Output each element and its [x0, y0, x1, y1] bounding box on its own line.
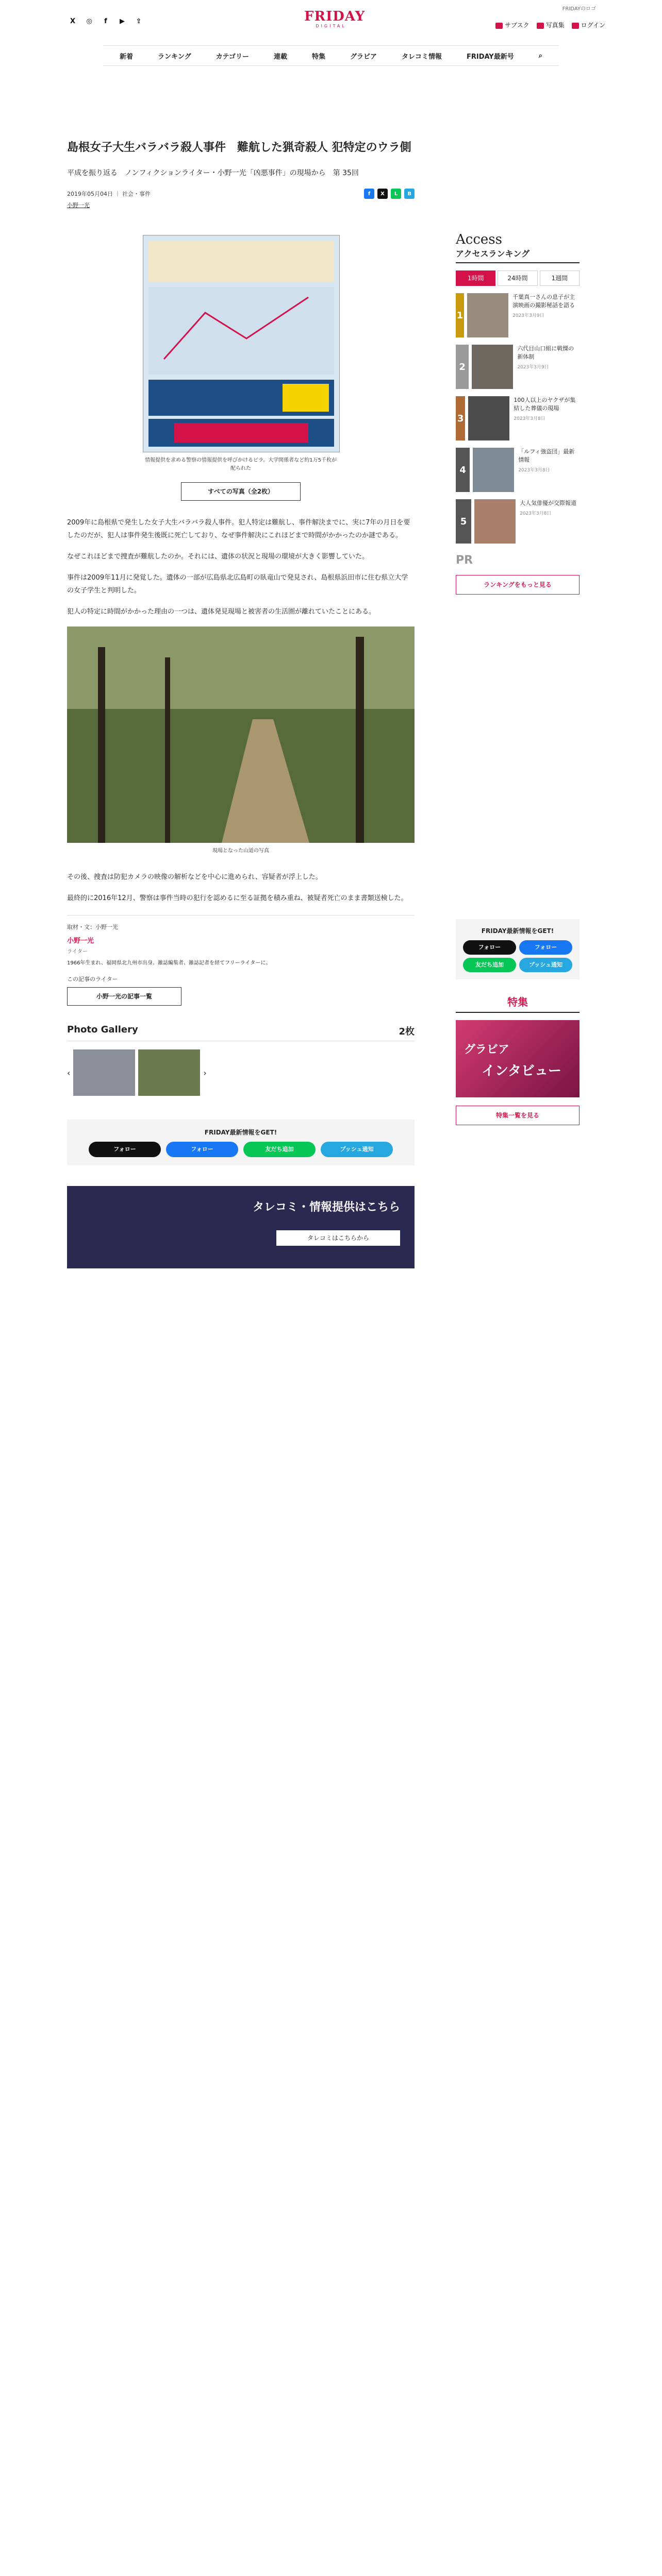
special-title: 特集: [507, 996, 528, 1008]
rank-number: 2: [456, 345, 469, 389]
subscribe-link[interactable]: [495, 21, 529, 29]
tip-banner[interactable]: [67, 1186, 415, 1268]
youtube-icon[interactable]: ▶: [120, 17, 125, 25]
article-subtitle: 平成を振り返る ノンフィクションライター・小野一光「凶悪事件」の現場から 第 35回: [67, 169, 359, 177]
author-name[interactable]: 小野一光: [67, 937, 94, 945]
nav-special[interactable]: 特集: [312, 53, 326, 61]
tab-24h[interactable]: 24時間: [498, 270, 537, 286]
nav-ranking[interactable]: ランキング: [157, 53, 191, 61]
figure2-caption: 現場となった山道の写真: [212, 848, 269, 854]
rank-thumb: [474, 499, 516, 544]
gravure-text-1: グラビア: [464, 1043, 510, 1056]
main-nav: [103, 45, 559, 66]
article-meta: [67, 189, 415, 199]
header-tagline: FRIDAYのロゴ: [562, 6, 596, 12]
facebook-icon[interactable]: f: [104, 17, 107, 25]
nav-new[interactable]: 新着: [120, 53, 134, 61]
instagram-icon[interactable]: ◎: [86, 17, 92, 25]
follow-wide-title: FRIDAY最新情報をGET!: [204, 1129, 277, 1136]
forest-illustration: [67, 626, 415, 843]
push-notify-button[interactable]: プッシュ通知: [321, 1142, 393, 1157]
poster-image[interactable]: [143, 235, 340, 452]
rank-text: [512, 293, 580, 337]
rank-number: 5: [456, 499, 471, 544]
subscribe-label: サブスク: [505, 22, 529, 29]
article-figure-2: [67, 626, 415, 855]
rank-date: 2023年3月9日: [517, 365, 549, 370]
rank-date: 2023年3月8日: [518, 468, 550, 473]
writer-credit: 取材・文：小野一光: [67, 924, 118, 930]
article: [67, 139, 415, 1268]
ranking-item[interactable]: [456, 345, 580, 389]
chevron-left-icon[interactable]: ‹: [67, 1067, 71, 1078]
rank-title: 千葉真一さんの息子が主演映画の撮影秘話を語る: [512, 294, 575, 309]
x-share-icon[interactable]: X: [377, 189, 388, 199]
follow-line-button[interactable]: 友だち追加: [243, 1142, 316, 1157]
gallery-count: 2枚: [399, 1026, 415, 1037]
article-date-category: 2019年05月04日 ｜ 社会・事件: [67, 191, 151, 197]
author-articles-button[interactable]: 小野一光の記事一覧: [67, 987, 181, 1006]
nav-series[interactable]: 連載: [274, 53, 288, 61]
follow-x-button[interactable]: フォロー: [463, 940, 516, 955]
hatena-share-icon[interactable]: B: [404, 189, 415, 199]
share-buttons: [364, 189, 415, 199]
rank-title: 大人気俳優が交際報道: [520, 500, 576, 506]
ranking-item[interactable]: [456, 499, 580, 544]
paragraph: なぜこれほどまで捜査が難航したのか。それには、遺体の状況と現場の環境が大きく影響していた。: [67, 553, 369, 561]
gravure-text-2: インタビュー: [482, 1063, 561, 1079]
rank-date: 2023年3月8日: [514, 416, 545, 421]
tip-banner-title: タレコミ・情報提供はこちら: [252, 1201, 400, 1214]
site-logo[interactable]: [304, 9, 366, 28]
author-section: [67, 915, 415, 1006]
rank-text: [517, 345, 580, 389]
login-link[interactable]: [572, 21, 605, 29]
rank-text: [514, 396, 580, 440]
rank-thumb: [468, 396, 509, 440]
push-notify-button[interactable]: プッシュ通知: [519, 958, 572, 972]
gallery-thumbs: [67, 1049, 415, 1096]
share-icon[interactable]: ⇪: [136, 17, 142, 25]
search-icon[interactable]: ⌕: [538, 52, 542, 60]
follow-wide-buttons: [75, 1142, 406, 1157]
ranking-title-en: Access: [456, 232, 502, 247]
gravure-banner[interactable]: [456, 1020, 580, 1097]
paragraph: 事件は2009年11月に発覚した。遺体の一部が広島県北広島町の臥竜山で発見され、島根県浜田市に住む県立大学の女子学生と判明した。: [67, 574, 408, 595]
author-bio: 1966年生まれ、福岡県北九州市出身。雑誌編集者、雑誌記者を経てフリーライターに。: [67, 960, 271, 966]
rank-thumb: [467, 293, 508, 337]
login-label: ログイン: [581, 22, 605, 29]
gallery-title: Photo Gallery: [67, 1024, 138, 1035]
paragraph: 最終的に2016年12月、警察は事件当時の犯行を認めるに至る証拠を積み重ね、被疑者死亡のまま書類送検した。: [67, 894, 408, 902]
header-links: [495, 21, 605, 29]
tip-banner-button[interactable]: タレコミはこちらから: [276, 1230, 400, 1246]
photobook-link[interactable]: [537, 21, 565, 29]
pr-label: PR: [456, 554, 473, 567]
figure1-caption: 情報提供を求める警察の情報提供を呼びかけるビラ。大学関係者など約1万5千枚が配られた: [145, 457, 337, 471]
follow-title: FRIDAY最新情報をGET!: [481, 927, 554, 935]
rank-title: 「ルフィ強盗団」最新情報: [518, 448, 575, 463]
tab-1h[interactable]: 1時間: [456, 270, 495, 286]
ranking-item[interactable]: [456, 293, 580, 337]
gallery-thumb[interactable]: [138, 1049, 200, 1096]
nav-latest-issue[interactable]: FRIDAY最新号: [466, 53, 514, 61]
ranking-item[interactable]: [456, 448, 580, 492]
follow-buttons: [463, 940, 572, 972]
rank-number: 4: [456, 448, 470, 492]
follow-line-button[interactable]: 友だち追加: [463, 958, 516, 972]
follow-box: [456, 919, 580, 979]
sidebar: [456, 232, 580, 1125]
writer-link[interactable]: 小野一光: [67, 202, 90, 209]
photobook-label: 写真集: [545, 22, 565, 29]
follow-x-button[interactable]: フォロー: [89, 1142, 161, 1157]
rank-text: [520, 499, 576, 544]
rank-title: 100人以上のヤクザが集結した葬儀の現場: [514, 397, 576, 412]
nav-tips[interactable]: タレコミ情報: [401, 53, 442, 61]
article-figure-1: [143, 235, 339, 501]
rank-date: 2023年3月8日: [520, 511, 552, 516]
rank-title: 六代目山口組に戦慄の新体制: [517, 345, 574, 360]
article-category[interactable]: 社会・事件: [122, 191, 151, 197]
paragraph: 2009年に島根県で発生した女子大生バラバラ殺人事件。犯人特定は難航し、事件解決までに、実に7年の月日を要したのだが、犯人は事件発生後既に死亡しており、なぜ事件解決にこれほどまで時間がかかったのか謎である。: [67, 519, 410, 539]
ranking-header: [456, 232, 580, 263]
follow-section-wide: [67, 1120, 415, 1165]
nav-category[interactable]: カテゴリー: [216, 53, 250, 61]
nav-gravure[interactable]: グラビア: [350, 53, 377, 61]
ranking-title-jp: アクセスランキング: [456, 249, 530, 259]
special-header: [456, 994, 580, 1013]
rank-number: 3: [456, 396, 465, 440]
logo-sub: DIGITAL: [316, 24, 346, 28]
paragraph: その後、捜査は防犯カメラの映像の解析などを中心に進められ、容疑者が浮上した。: [67, 873, 322, 881]
rank-number: 1: [456, 293, 464, 337]
x-icon[interactable]: X: [70, 17, 76, 25]
logo-main: FRIDAY: [304, 9, 366, 24]
chevron-right-icon[interactable]: ›: [203, 1067, 207, 1078]
social-links: [67, 15, 144, 27]
rank-thumb: [473, 448, 514, 492]
rank-text: [518, 448, 580, 492]
rank-date: 2023年3月9日: [512, 313, 544, 318]
photo-gallery-header: [67, 1024, 415, 1041]
all-photos-button[interactable]: すべての写真（全2枚）: [181, 482, 301, 501]
article-body: [67, 516, 415, 618]
article-body-2: [67, 871, 415, 905]
ranking-item[interactable]: [456, 396, 580, 440]
forest-photo[interactable]: [67, 626, 415, 843]
paragraph: 犯人の特定に時間がかかった理由の一つは、遺体発見現場と被害者の生活圏が離れていたことにある。: [67, 608, 376, 616]
special-more-button[interactable]: 特集一覧を見る: [456, 1106, 580, 1125]
author-more-label: この記事のライター: [67, 976, 118, 982]
ranking-tabs: [456, 270, 580, 286]
ranking-more-button[interactable]: ランキングをもっと見る: [456, 575, 580, 595]
author-role: ライター: [67, 949, 88, 955]
top-bar: [0, 0, 662, 35]
gallery-thumb[interactable]: [73, 1049, 135, 1096]
follow-facebook-button[interactable]: フォロー: [519, 940, 572, 955]
rank-thumb: [472, 345, 513, 389]
follow-facebook-button[interactable]: フォロー: [166, 1142, 238, 1157]
article-title: 島根女子大生バラバラ殺人事件 難航した猟奇殺人 犯特定のウラ側: [67, 141, 411, 154]
poster-illustration: [143, 235, 339, 452]
article-date: 2019年05月04日: [67, 191, 113, 197]
facebook-share-icon[interactable]: f: [364, 189, 374, 199]
tab-1w[interactable]: 1週間: [540, 270, 580, 286]
line-share-icon[interactable]: L: [391, 189, 401, 199]
